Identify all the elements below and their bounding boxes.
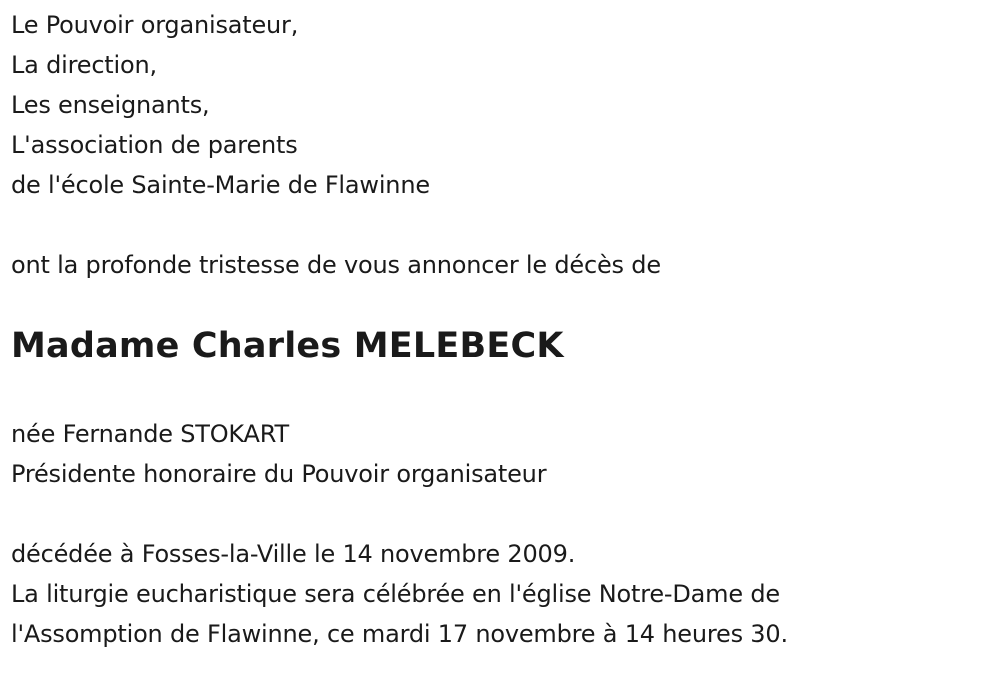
announcement-text: ont la profonde tristesse de vous annoncer le décès de	[11, 251, 661, 279]
death-info: décédée à Fosses-la-Ville le 14 novembre 2009.	[11, 540, 576, 568]
liturgy-line: La liturgie eucharistique sera célébrée en l'église Notre-Dame de	[11, 580, 780, 608]
organizer-line: de l'école Sainte-Marie de Flawinne	[11, 171, 430, 199]
title-line: Présidente honoraire du Pouvoir organisateur	[11, 460, 547, 488]
organizer-line: Les enseignants,	[11, 91, 210, 119]
organizer-line: La direction,	[11, 51, 157, 79]
deceased-name: Madame Charles MELEBECK	[11, 326, 564, 366]
deceased-details	[11, 414, 991, 494]
organizers-list	[11, 5, 991, 205]
obituary-notice	[11, 0, 991, 654]
maiden-name-line: née Fernande STOKART	[11, 420, 289, 448]
organizer-line: Le Pouvoir organisateur,	[11, 11, 299, 39]
liturgy-line: l'Assomption de Flawinne, ce mardi 17 novembre à 14 heures 30.	[11, 620, 788, 648]
organizer-line: L'association de parents	[11, 131, 298, 159]
liturgy-info	[11, 574, 991, 654]
